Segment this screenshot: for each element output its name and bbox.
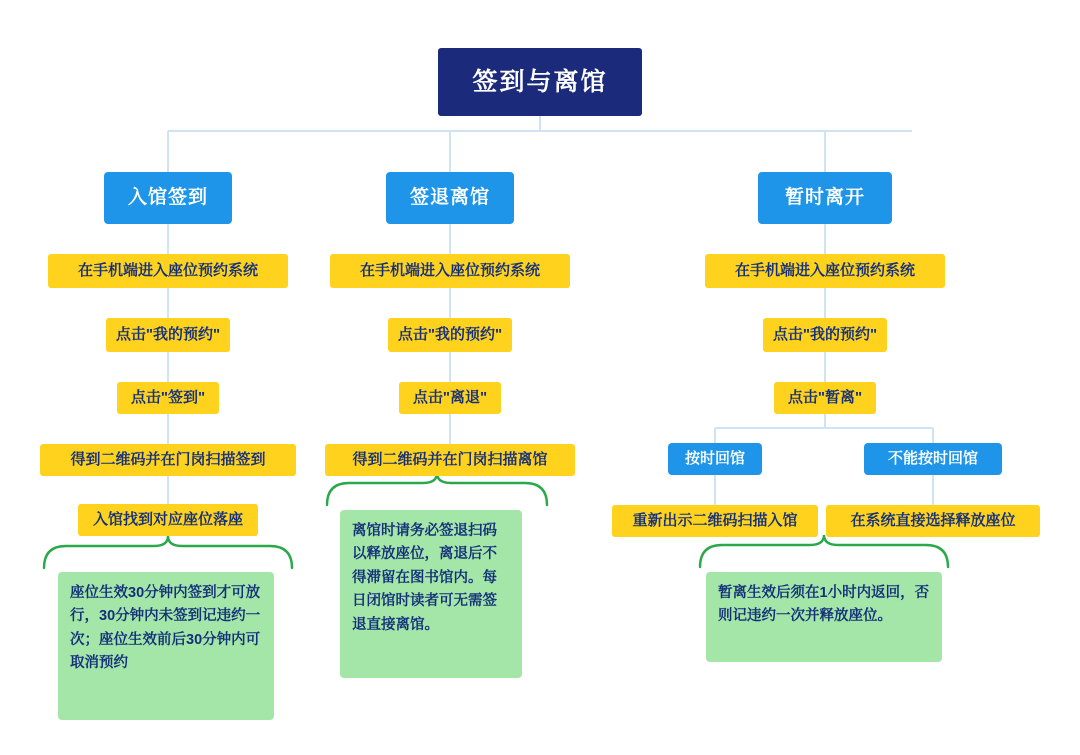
sub-branch-node-late: 不能按时回馆 (864, 443, 1002, 475)
step-node: 得到二维码并在门岗扫描签到 (40, 444, 296, 476)
step-node: 点击"暂离" (774, 382, 876, 414)
note-node: 暂离生效后须在1小时内返回，否则记违约一次并释放座位。 (706, 572, 942, 662)
step-node: 重新出示二维码扫描入馆 (612, 505, 818, 537)
step-node: 点击"我的预约" (763, 318, 887, 352)
step-node: 点击"我的预约" (388, 318, 512, 352)
step-node: 在系统直接选择释放座位 (826, 505, 1040, 537)
step-node: 在手机端进入座位预约系统 (48, 254, 288, 288)
step-node: 得到二维码并在门岗扫描离馆 (325, 444, 575, 476)
step-node: 在手机端进入座位预约系统 (705, 254, 945, 288)
sub-branch-node-on-time: 按时回馆 (668, 443, 762, 475)
step-node: 点击"我的预约" (106, 318, 230, 352)
branch-node-temporary-leave: 暂时离开 (758, 172, 892, 224)
note-node: 离馆时请务必签退扫码以释放座位，离退后不得滞留在图书馆内。每日闭馆时读者可无需签退直接离馆。 (340, 510, 522, 678)
branch-node-checkout: 签退离馆 (386, 172, 514, 224)
step-node: 点击"签到" (117, 382, 219, 414)
step-node: 在手机端进入座位预约系统 (330, 254, 570, 288)
step-node: 点击"离退" (399, 382, 501, 414)
note-node: 座位生效30分钟内签到才可放行，30分钟内未签到记违约一次；座位生效前后30分钟内可取消预约 (58, 572, 274, 720)
step-node: 入馆找到对应座位落座 (78, 504, 258, 536)
branch-node-checkin: 入馆签到 (104, 172, 232, 224)
root-node: 签到与离馆 (438, 48, 642, 116)
